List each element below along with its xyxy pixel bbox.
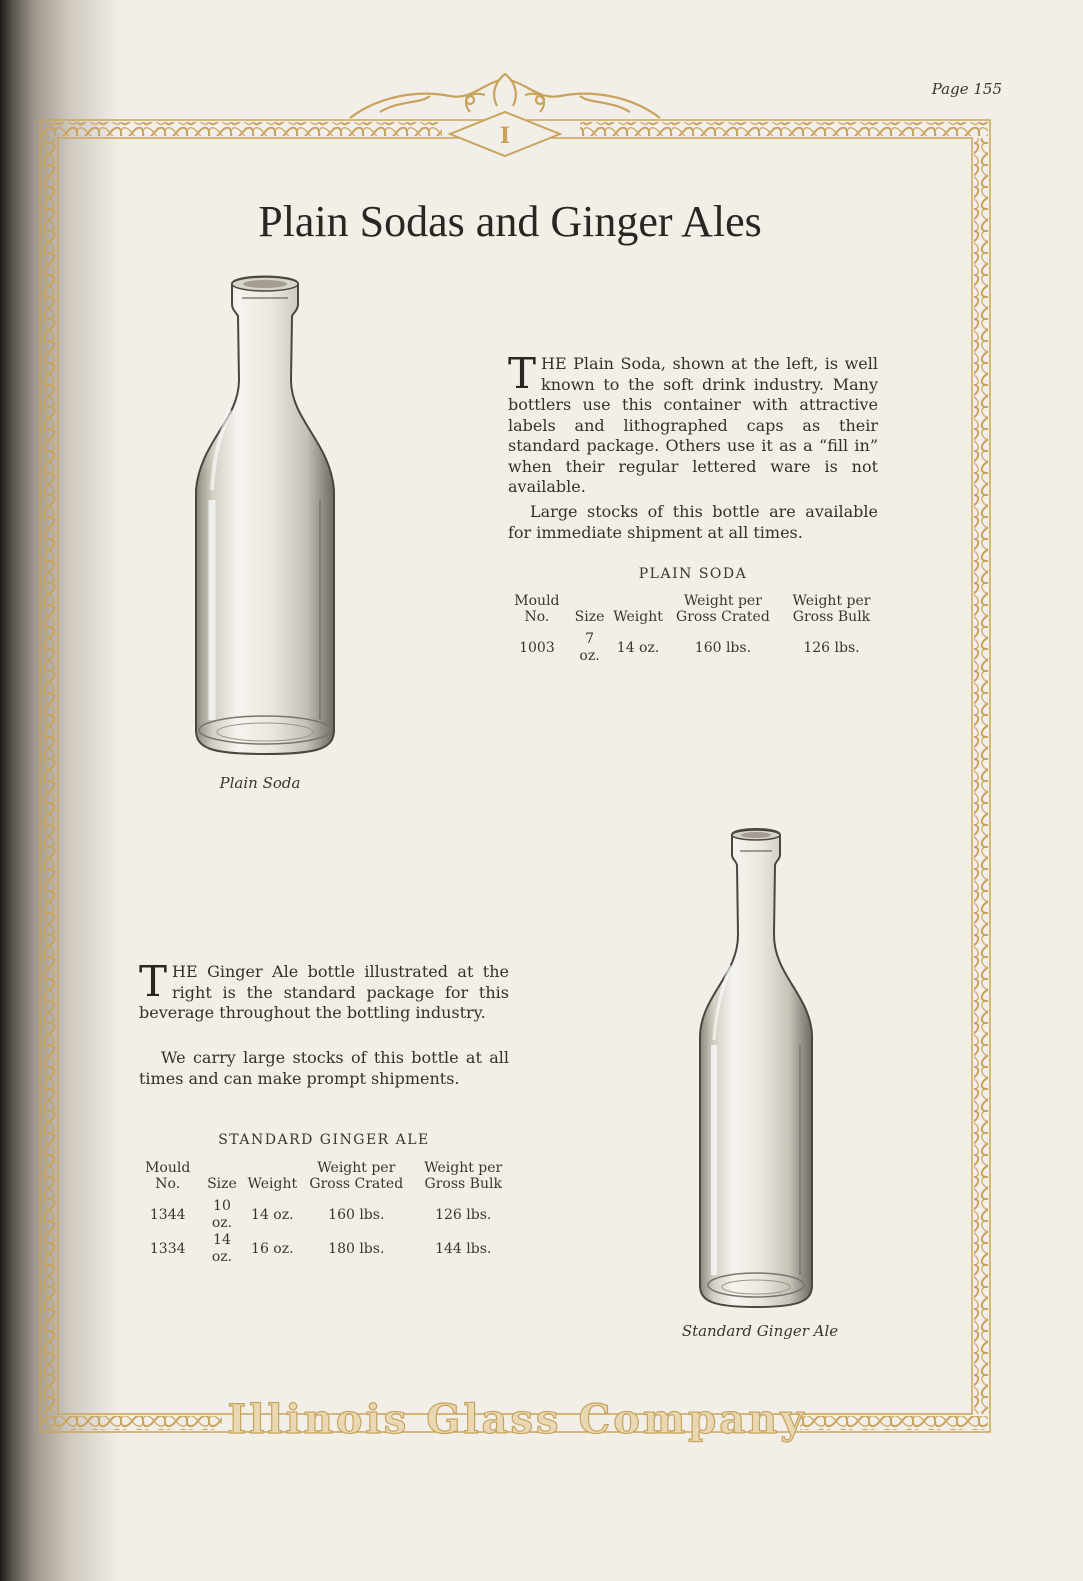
- cell-weight-crated: 160 lbs.: [694, 639, 752, 656]
- cell-mould: 1334: [149, 1240, 186, 1257]
- table-header-row: [504, 593, 884, 631]
- emblem-letter: I: [499, 123, 511, 149]
- cell-size: 10 oz.: [211, 1198, 233, 1231]
- cell-weight-crated: 180 lbs.: [328, 1240, 385, 1257]
- col-mould-no: Mould No.: [145, 1160, 191, 1192]
- col-weight: Weight: [613, 609, 663, 625]
- ginger-ale-bottle-illustration: [686, 825, 826, 1315]
- cell-weight-bulk: 126 lbs.: [435, 1206, 492, 1223]
- col-weight-crated: Weight per Gross Crated: [309, 1160, 404, 1192]
- cell-weight-bulk: 144 lbs.: [435, 1240, 492, 1257]
- plain-soda-paragraph-2: [508, 502, 878, 543]
- plain-soda-table-title: PLAIN SODA: [638, 566, 748, 582]
- cell-size: 14 oz.: [211, 1232, 233, 1265]
- rope-band-right: [974, 138, 988, 1414]
- col-weight: Weight: [247, 1176, 298, 1192]
- ginger-ale-caption: Standard Ginger Ale: [681, 1322, 839, 1340]
- plain-soda-paragraph-1: [508, 349, 878, 498]
- page-number: Page 155: [931, 80, 1002, 98]
- cell-weight: 14 oz.: [616, 639, 660, 656]
- cell-weight: 16 oz.: [251, 1240, 294, 1257]
- cell-weight-bulk: 126 lbs.: [803, 639, 860, 656]
- ginger-ale-paragraph-1: [139, 957, 509, 1024]
- col-size: Size: [574, 609, 605, 625]
- ginger-ale-table-title: STANDARD GINGER ALE: [218, 1132, 430, 1148]
- table-row: [504, 631, 884, 665]
- cell-weight-crated: 160 lbs.: [328, 1206, 385, 1223]
- rope-band-top-right: [580, 122, 988, 136]
- footer-brand-name: Illinois Glass Company: [227, 1396, 807, 1443]
- table-row: [135, 1198, 515, 1232]
- ginger-ale-paragraph-2-text: We carry large stocks of this bottle at all times and can make prompt shipments.: [139, 1048, 509, 1088]
- cell-size: 7 oz.: [579, 631, 600, 664]
- rope-band-bottom-left: [42, 1416, 222, 1430]
- plain-soda-paragraph-2-text: Large stocks of this bottle are available for immediate shipment at all times.: [508, 502, 878, 542]
- col-size: Size: [207, 1176, 237, 1192]
- page-title: Plain Sodas and Ginger Ales: [258, 197, 762, 246]
- col-mould-no: Mould No.: [514, 593, 560, 625]
- cell-weight: 14 oz.: [251, 1206, 294, 1223]
- rope-band-bottom-right: [800, 1416, 988, 1430]
- cell-mould: 1344: [149, 1206, 186, 1223]
- col-weight-crated: Weight per Gross Crated: [676, 593, 770, 625]
- ginger-ale-spec-table: [135, 1160, 515, 1266]
- col-weight-bulk: Weight per Gross Bulk: [792, 593, 871, 625]
- table-row: [135, 1232, 515, 1266]
- plain-soda-dropcap: T: [508, 349, 537, 398]
- plain-soda-bottle-illustration: [170, 270, 360, 770]
- plain-soda-paragraph-1-text: HE Plain Soda, shown at the left, is well known to the soft drink industry. Many bottlers use this container with attractive labels and lithographed caps as their standard package. Others use it as a “fill in” when their regular lettered ware is not available.: [508, 354, 878, 496]
- cell-mould: 1003: [519, 639, 555, 656]
- ginger-ale-paragraph-2: [139, 1048, 509, 1089]
- plain-soda-caption: Plain Soda: [219, 774, 301, 792]
- plain-soda-spec-table: [504, 593, 884, 665]
- col-weight-bulk: Weight per Gross Bulk: [424, 1160, 503, 1192]
- table-header-row: [135, 1160, 515, 1198]
- rope-band-top-left: [42, 122, 442, 136]
- ginger-ale-paragraph-1-text: HE Ginger Ale bottle illustrated at the right is the standard package for this beverage throughout the bottling industry.: [139, 962, 509, 1022]
- rope-band-left: [42, 138, 56, 1414]
- ginger-ale-dropcap: T: [139, 957, 168, 1006]
